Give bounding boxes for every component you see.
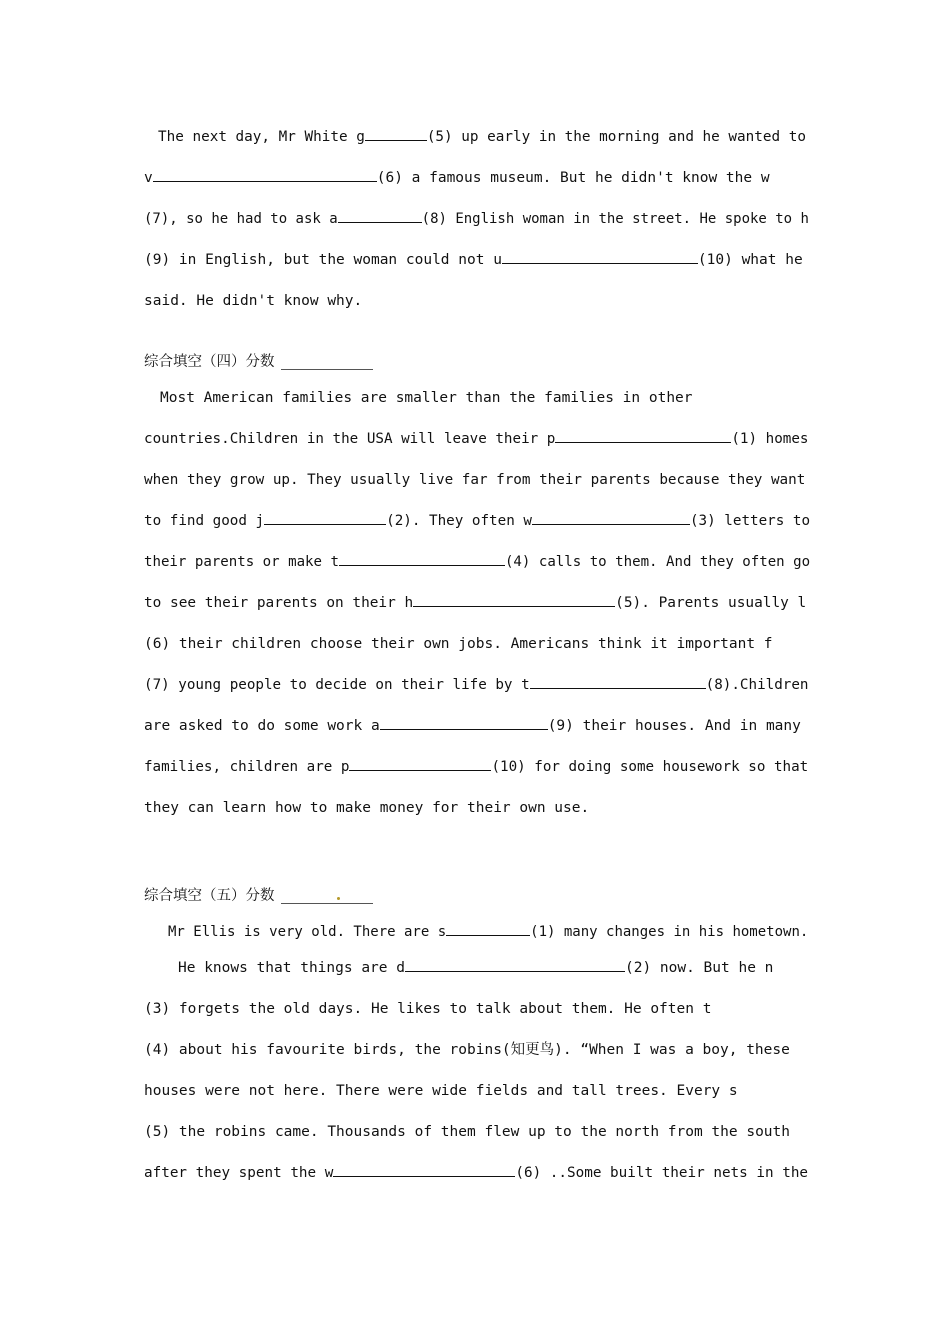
- blank-1[interactable]: [446, 920, 530, 936]
- text: (2). They often w: [386, 513, 532, 529]
- text: (5) up early in the morning and he wanted to: [426, 129, 806, 145]
- blank-5[interactable]: [413, 591, 615, 607]
- section4-line-9: [144, 714, 806, 738]
- text: they can learn how to make money for their own use.: [144, 800, 590, 816]
- text: (6) ..Some built their nets in the: [515, 1165, 809, 1181]
- section4-line-2: [144, 427, 809, 451]
- text: (1) homes: [731, 431, 809, 447]
- blank-6[interactable]: [333, 1161, 515, 1177]
- blank-4[interactable]: [339, 550, 505, 566]
- text: Most American families are smaller than the families in other: [160, 390, 693, 406]
- section5-line-6: [144, 1120, 806, 1144]
- blank-10[interactable]: [502, 248, 698, 264]
- blank-2[interactable]: [405, 956, 625, 972]
- text: families, children are p: [144, 759, 350, 775]
- passage3-line-2: [144, 166, 806, 190]
- text: to see their parents on their h: [144, 595, 414, 611]
- text: are asked to do some work a: [144, 718, 380, 734]
- section4-line-6: [144, 591, 806, 615]
- passage3-line-1: [158, 125, 806, 149]
- section5-line-4: [144, 1038, 806, 1062]
- blank-1[interactable]: [555, 427, 731, 443]
- text: He knows that things are d: [178, 960, 405, 976]
- passage3-line-5: [144, 289, 806, 313]
- section5-line-3: [144, 997, 806, 1021]
- blank-8[interactable]: [338, 207, 422, 223]
- blank-2[interactable]: [264, 509, 386, 525]
- section5-line-2: [178, 956, 806, 980]
- text: to find good j: [144, 513, 265, 529]
- text: (10) what he: [697, 252, 803, 268]
- text: (9) their houses. And in many: [547, 718, 801, 734]
- text: (5). Parents usually l: [615, 595, 807, 611]
- text: houses were not here. There were wide fields and tall trees. Every s: [144, 1083, 738, 1099]
- text: (7) young people to decide on their life by t: [144, 677, 530, 693]
- section5-line-1: [168, 920, 809, 944]
- text: The next day, Mr White g: [158, 129, 365, 145]
- text: (8) English woman in the street. He spoke to h: [421, 211, 809, 227]
- section5-score-field[interactable]: [281, 889, 373, 904]
- section4-line-11: [144, 796, 806, 820]
- text: (9) in English, but the woman could not u: [144, 252, 502, 268]
- section5-line-5: [144, 1079, 806, 1103]
- text: (2) now. But he n: [624, 960, 774, 976]
- blank-8[interactable]: [530, 673, 706, 689]
- text: (5) the robins came. Thousands of them flew up to the north from the south: [144, 1124, 791, 1140]
- text: said. He didn't know why.: [144, 293, 363, 309]
- section4-line-7: [144, 632, 806, 656]
- passage3-line-4: [144, 248, 806, 272]
- passage3-line-3: [144, 207, 809, 231]
- section4-heading: [144, 350, 373, 374]
- section4-score-field[interactable]: [281, 355, 373, 370]
- blank-6[interactable]: [153, 166, 377, 182]
- section4-line-3: [144, 468, 806, 492]
- text: their parents or make t: [144, 554, 339, 570]
- dot-mark: [337, 897, 340, 900]
- text: (1) many changes in his hometown.: [530, 924, 809, 940]
- text: when they grow up. They usually live far from their parents because they want: [144, 472, 806, 488]
- section4-line-8: [144, 673, 809, 697]
- text: (10) for doing some housework so that: [491, 759, 809, 775]
- section5-title: 综合填空（五）分数: [144, 888, 275, 904]
- section5-line-7: [144, 1161, 809, 1185]
- section4-line-4: [144, 509, 811, 533]
- blank-10[interactable]: [349, 755, 491, 771]
- text: (8).Children: [705, 677, 809, 693]
- text: (3) forgets the old days. He likes to talk about them. He often t: [144, 1001, 712, 1017]
- blank-3[interactable]: [532, 509, 690, 525]
- text: (4) calls to them. And they often go: [504, 554, 811, 570]
- text: after they spent the w: [144, 1165, 334, 1181]
- section4-line-5: [144, 550, 811, 574]
- text: countries.Children in the USA will leave their p: [144, 431, 556, 447]
- section4-line-10: [144, 755, 809, 779]
- text: (7), so he had to ask a: [144, 211, 338, 227]
- section5-heading: [144, 884, 373, 908]
- text: (6) a famous museum. But he didn't know the w: [376, 170, 770, 186]
- text: (4) about his favourite birds, the robins(知更鸟). “When I was a boy, these: [144, 1042, 790, 1058]
- text: (6) their children choose their own jobs. Americans think it important f: [144, 636, 773, 652]
- text: (3) letters to: [689, 513, 811, 529]
- text: v: [144, 170, 153, 186]
- blank-5[interactable]: [365, 125, 427, 141]
- text: Mr Ellis is very old. There are s: [168, 924, 447, 940]
- blank-9[interactable]: [380, 714, 548, 730]
- section4-title: 综合填空（四）分数: [144, 354, 275, 370]
- section4-line-1: [160, 386, 806, 410]
